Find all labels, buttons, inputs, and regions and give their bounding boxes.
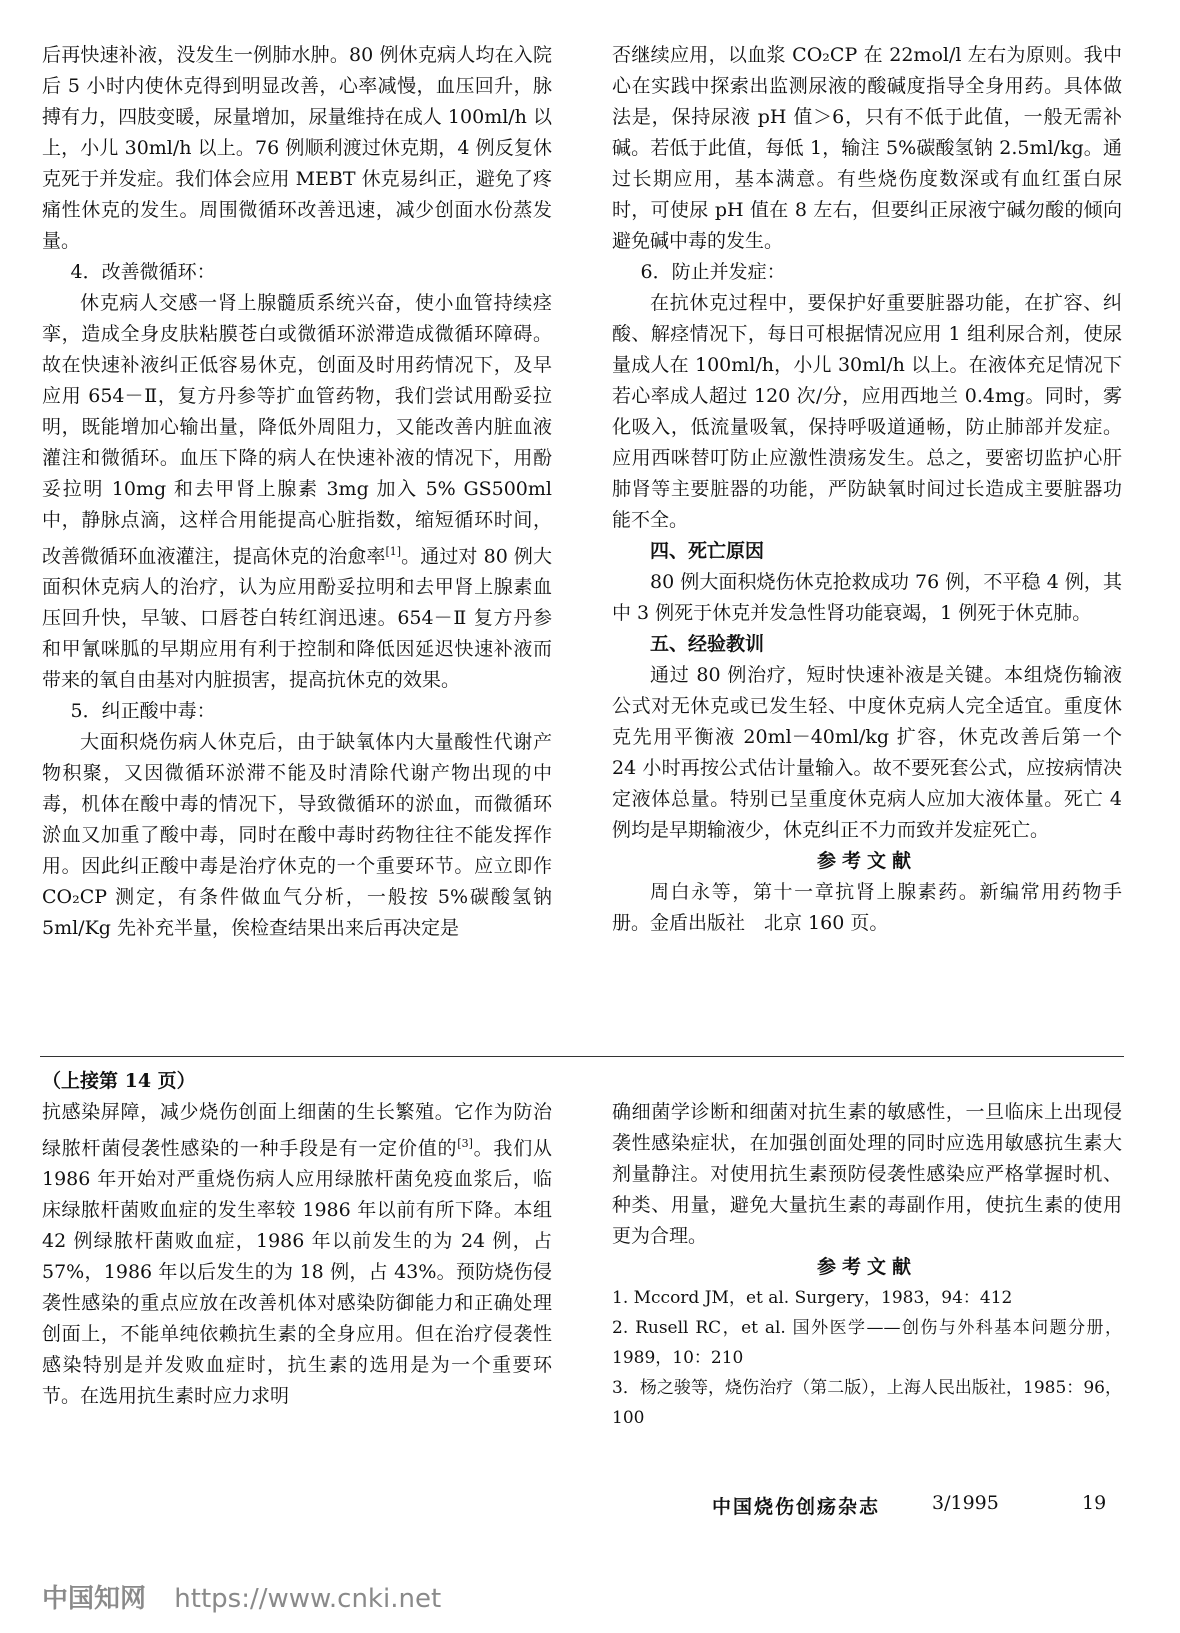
page-number: 19 <box>1082 1492 1107 1514</box>
reference-item: 周白永等，第十一章抗肾上腺素药。新编常用药物手册。金盾出版社 北京 160 页。 <box>612 881 1122 934</box>
paragraph: 确细菌学诊断和细菌对抗生素的敏感性，一旦临床上出现侵袭性感染症状，在加强创面处理的同时应选用敏感抗生素大剂量静注。对使用抗生素预防侵袭性感染应严格掌握时机、种类、用量，避免大量抗生素的毒副作用，使抗生素的使用更为合理。 <box>612 1101 1122 1247</box>
citation: [3] <box>457 1137 473 1150</box>
bottom-right-column <box>612 1097 1122 1433</box>
references-title: 参考文献 <box>816 850 917 872</box>
continued-note: （上接第 14 页） <box>42 1070 196 1092</box>
paragraph: 在抗休克过程中，要保护好重要脏器功能，在扩容、纠酸、解痉情况下，每日可根据情况应用 1 组利尿合剂，使尿量成人在 100ml/h，小儿 30ml/h 以上。在液体充足情况下若心率成人超过 120 次/分，应用西地兰 0.4mg。同时，雾化吸入，低流量吸氧，保持呼吸道通畅，防止肺部并发症。应用西咪替叮防止应激性溃疡发生。总之，要密切监护心肝肺肾等主要脏器的功能，严防缺氧时间过长造成主要脏器功能不全。 <box>612 292 1122 531</box>
paragraph: 大面积烧伤病人休克后，由于缺氧体内大量酸性代谢产物积聚，又因微循环淤滞不能及时清除代谢产物出现的中毒，机体在酸中毒的情况下，导致微循环的淤血，而微循环淤血又加重了酸中毒，同时在酸中毒时药物往往不能发挥作用。因此纠正酸中毒是治疗休克的一个重要环节。应立即作 CO₂CP 测定，有条件做血气分析，一般按 5%碳酸氢钠 5ml/Kg 先补充半量，俟检查结果出来后再决定是 <box>42 731 552 940</box>
issue-number: 3/1995 <box>932 1492 999 1514</box>
paragraph: 通过 80 例治疗，短时快速补液是关键。本组烧伤输液公式对无休克或已发生轻、中度休克病人完全适宜。重度休克先用平衡液 20ml－40ml/kg 扩容，休克改善后第一个 24 小时再按公式估计量输入。故不要死套公式，应按病情决定液体总量。特别已呈重度休克病人应加大液体量。死亡 4 例均是早期输液少，休克纠正不力而致并发症死亡。 <box>612 664 1122 841</box>
paragraph-text: 。我们从 1986 年开始对严重烧伤病人应用绿脓杆菌免疫血浆后，临床绿脓杆菌败血症的发生率较 1986 年以前有所下降。本组 42 例绿脓杆菌败血症，1986 年以前发生的为 24 例，占 57%，1986 年以后发生的为 18 例，占 43%。预防烧伤侵袭性感染的重点应放在改善机体对感染防御能力和正确处理创面上，不能单纯依赖抗生素的全身应用。但在治疗侵袭性感染特别是并发败血症时，抗生素的选用是为一个重要环节。在选用抗生素时应力求明 <box>42 1137 552 1408</box>
section-heading: 4．改善微循环： <box>70 261 216 283</box>
journal-name: 中国烧伤创疡杂志 <box>712 1496 881 1518</box>
paragraph-text: 休克病人交感一肾上腺髓质系统兴奋，使小血管持续痉挛，造成全身皮肤粘膜苍白或微循环淤滞造成微循环障碍。故在快速补液纠正低容易休克，创面及时用药情况下，及早应用 654－Ⅱ，复方丹参等扩血管药物，我们尝试用酚妥拉明，既能增加心输出量，降低外周阻力，又能改善内脏血液灌注和微循环。血压下降的病人在快速补液的情况下，用酚妥拉明 10mg 和去甲肾上腺素 3mg 加入 5% GS500ml 中，静脉点滴，这样合用能提高心脏指数，缩短循环时间，改善微循环血液灌注，提高休克的治愈率 <box>42 292 552 568</box>
watermark-logo: 中国知网 <box>42 1584 147 1614</box>
reference-item: 1. Mccord JM，et al. Surgery，1983，94：412 <box>612 1288 1013 1308</box>
watermark <box>42 1578 441 1615</box>
paragraph <box>42 288 552 696</box>
paragraph: 后再快速补液，没发生一例肺水肿。80 例休克病人均在入院后 5 小时内使休克得到明显改善，心率减慢，血压回升，脉搏有力，四肢变暖，尿量增加，尿量维持在成人 100ml/h 以上，小儿 30ml/h 以上。76 例顺利渡过休克期，4 例反复休克死于并发症。我们体会应用 MEBT 休克易纠正，避免了疼痛性休克的发生。周围微循环改善迅速，减少创面水份蒸发量。 <box>42 44 552 252</box>
top-left-column <box>42 40 552 944</box>
paragraph-text: 。通过对 80 例大面积休克病人的治疗，认为应用酚妥拉明和去甲肾上腺素血压回升快，早皱、口唇苍白转红润迅速。654－Ⅱ 复方丹参和甲氰咪胍的早期应用有利于控制和降低因延迟快速补液而带来的氧自由基对内脏损害，提高抗休克的效果。 <box>42 545 552 692</box>
section-heading: 6．防止并发症： <box>640 261 786 283</box>
section-divider <box>40 1056 1124 1057</box>
reference-item: 3．杨之骏等，烧伤治疗（第二版），上海人民出版社，1985：96，100 <box>612 1378 1122 1428</box>
top-right-column <box>612 40 1122 939</box>
bottom-left-column <box>42 1066 552 1412</box>
paragraph <box>42 1097 552 1412</box>
watermark-url: https://www.cnki.net <box>174 1584 442 1614</box>
paragraph-text: 抗感染屏障，减少烧伤创面上细菌的生长繁殖。它作为防治绿脓杆菌侵袭性感染的一种手段是有一定价值的 <box>42 1101 552 1160</box>
paragraph: 80 例大面积烧伤休克抢救成功 76 例，不平稳 4 例，其中 3 例死于休克并发急性肾功能衰竭，1 例死于休克肺。 <box>612 571 1122 624</box>
citation: [1] <box>385 545 402 558</box>
section-heading: 五、经验教训 <box>650 633 765 655</box>
paragraph: 否继续应用，以血浆 CO₂CP 在 22mol/l 左右为原则。我中心在实践中探索出监测尿液的酸碱度指导全身用药。具体做法是，保持尿液 pH 值＞6，只有不低于此值，一般无需补碱。若低于此值，每低 1，输注 5%碳酸氢钠 2.5ml/kg。通过长期应用，基本满意。有些烧伤度数深或有血红蛋白尿时，可使尿 pH 值在 8 左右，但要纠正尿液宁碱勿酸的倾向避免碱中毒的发生。 <box>612 44 1122 252</box>
references-title: 参考文献 <box>816 1256 917 1278</box>
reference-item: 2. Rusell RC，et al. 国外医学——创伤与外科基本问题分册，1989，10：210 <box>612 1318 1122 1368</box>
section-heading: 四、死亡原因 <box>650 540 765 562</box>
section-heading: 5．纠正酸中毒： <box>70 700 216 723</box>
